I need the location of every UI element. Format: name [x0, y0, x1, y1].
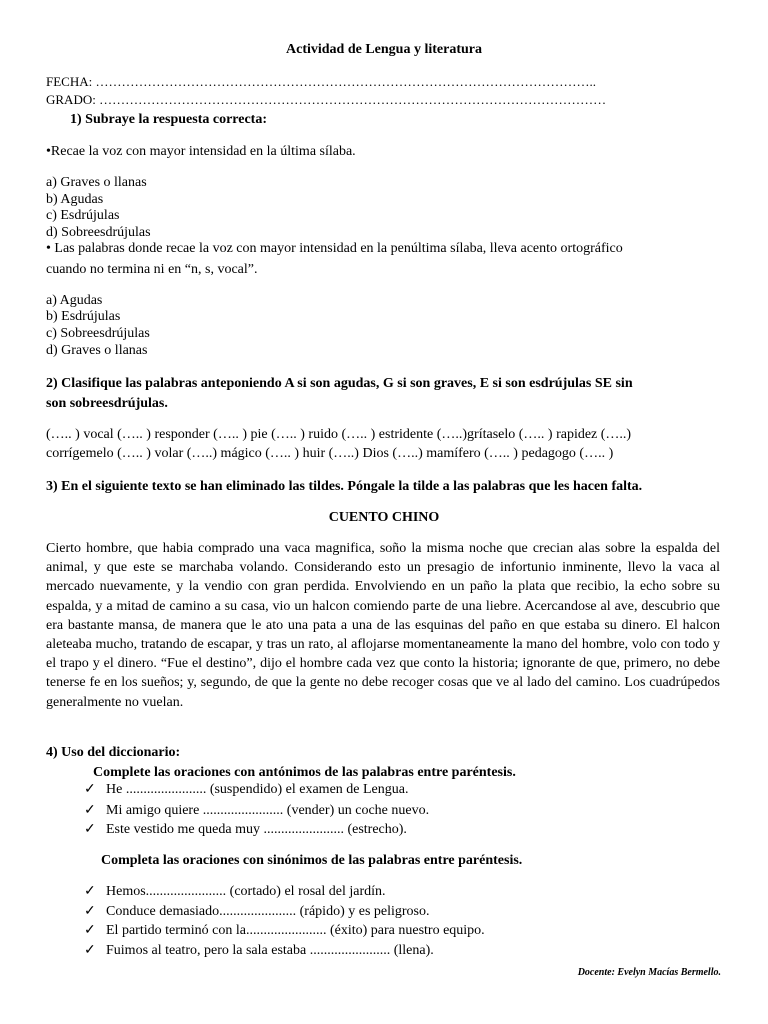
question-2-line-2: cuando no termina ni en “n, s, vocal”. [46, 262, 258, 277]
synonym-sentence: El partido terminó con la....................... (éxito) para nuestro equipo. [106, 923, 485, 938]
check-icon: ✓ [84, 943, 96, 958]
check-icon: ✓ [84, 923, 96, 938]
section-4-heading: 4) Uso del diccionario: [46, 745, 181, 760]
antonym-sentence: Mi amigo quiere ....................... (vender) un coche nuevo. [106, 803, 430, 818]
story-text: Cierto hombre, que habia comprado una vaca magnifica, soño la misma noche que crecian alas sobre la espalda del animal, y que este se marchaba volando. Considerando esto un presagio de infortunio inminente, llevo la vaca al mercado nuevamente, y la vendio con gran perdida. Envolviendo en un paño la plata que recibio, la echo sobre su espalda, y a mitad de camino a su casa, vio un halcon comiendo parte de una liebre. Acercandose al ave, descubrio que era bastante mansa, de manera que le ato una pata a una de las esquinas del paño en que estaba su dinero. El halcon aleteaba mucho, tratando de escapar, y tras un rato, al aflojarse momentaneamente la mano del hombre, volo con todo y el trapo y el dinero. “Fue el destino”, dijo el hombre cada vez que conto la historia; ignorante de que, primero, no debe tenerse fe en los sueños; y, segundo, de que la gente no debe recoger cosas que ve al lado del camino. Los cuadrúpedos generalmente no vuelan. [46, 541, 720, 710]
section-3-heading: 3) En el siguiente texto se han eliminado las tildes. Póngale la tilde a las palabras que les hacen falta. [46, 479, 643, 494]
section-2-heading-line-1: 2) Clasifique las palabras anteponiendo A si son agudas, G si son graves, E si son esdrújulas SE sin [46, 376, 633, 391]
antonyms-heading: Complete las oraciones con antónimos de las palabras entre paréntesis. [93, 765, 516, 780]
q1-option-d: d) Sobreesdrújulas [46, 225, 151, 240]
fecha-line [46, 74, 596, 90]
section-1-heading: 1) Subraye la respuesta correcta: [70, 112, 267, 127]
classify-words-line-1: (….. ) vocal (….. ) responder (….. ) pie (….. ) ruido (….. ) estridente (…..)grítaselo (….. ) rapidez (…..) [46, 427, 632, 442]
section-2-heading-line-2: son sobreesdrújulas. [46, 396, 168, 411]
q1-option-b: b) Agudas [46, 192, 104, 207]
antonym-item [84, 802, 429, 820]
question-1: •Recae la voz con mayor intensidad en la última sílaba. [46, 144, 356, 159]
synonym-item [84, 903, 430, 921]
teacher-signature: Docente: Evelyn Macías Bermello. [577, 967, 721, 978]
synonym-item [84, 883, 386, 901]
antonym-sentence: He ....................... (suspendido) el examen de Lengua. [106, 782, 409, 797]
synonym-sentence: Fuimos al teatro, pero la sala estaba ....................... (llena). [106, 943, 434, 958]
antonym-item [84, 821, 407, 839]
synonym-item [84, 922, 485, 940]
fecha-label: FECHA: [46, 74, 93, 89]
check-icon: ✓ [84, 822, 96, 837]
classify-words-line-2: corrígemelo (….. ) volar (…..) mágico (….. ) huir (…..) Dios (…..) mamífero (….. ) pedagogo (….. ) [46, 446, 614, 461]
q2-option-c: c) Sobreesdrújulas [46, 326, 150, 341]
synonym-item [84, 942, 434, 960]
question-2-line-1: • Las palabras donde recae la voz con mayor intensidad en la penúltima sílaba, lleva acento ortográfico [46, 241, 623, 256]
story-title: CUENTO CHINO [328, 510, 440, 525]
synonym-sentence: Hemos....................... (cortado) el rosal del jardín. [106, 884, 386, 899]
antonym-item [84, 781, 408, 799]
q1-option-a: a) Graves o llanas [46, 175, 147, 190]
synonyms-heading: Completa las oraciones con sinónimos de las palabras entre paréntesis. [101, 853, 523, 868]
check-icon: ✓ [84, 782, 96, 797]
synonym-sentence: Conduce demasiado...................... (rápido) y es peligroso. [106, 904, 430, 919]
q2-option-d: d) Graves o llanas [46, 343, 148, 358]
fecha-blank: …………………………………………………………………………………………………….. [92, 74, 596, 89]
q2-option-a: a) Agudas [46, 293, 103, 308]
grado-line [46, 92, 606, 108]
grado-blank: ……………………………………………………………………………………………………… [95, 92, 607, 107]
page-title: Actividad de Lengua y literatura [286, 42, 482, 57]
q1-option-c: c) Esdrújulas [46, 208, 120, 223]
check-icon: ✓ [84, 904, 96, 919]
q2-option-b: b) Esdrújulas [46, 309, 121, 324]
check-icon: ✓ [84, 803, 96, 818]
check-icon: ✓ [84, 884, 96, 899]
antonym-sentence: Este vestido me queda muy ....................... (estrecho). [106, 822, 407, 837]
grado-label: GRADO: [46, 92, 96, 107]
